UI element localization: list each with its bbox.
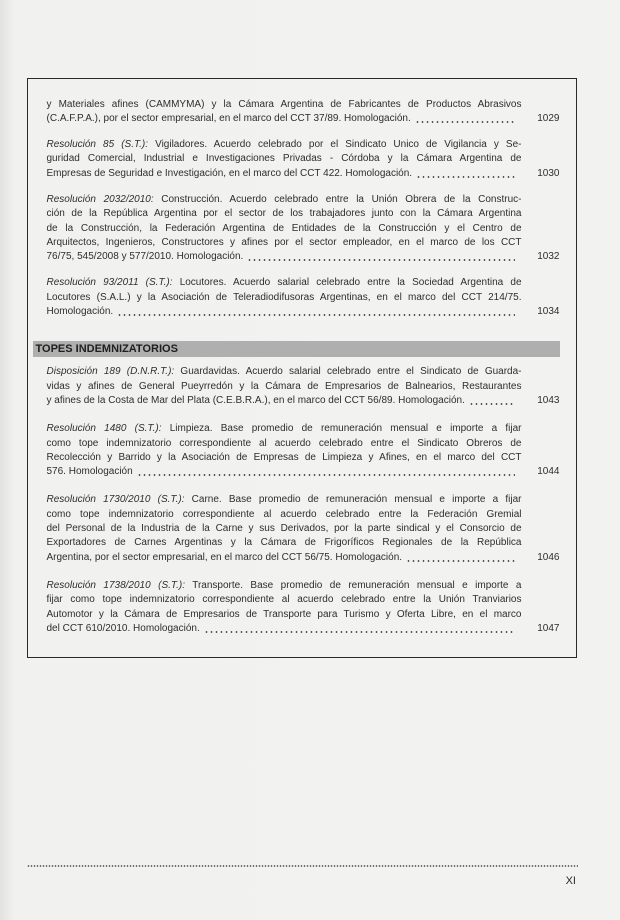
- entry-line-content: [47, 494, 522, 505]
- entry-text-line: [47, 394, 522, 408]
- entry-text-line: [47, 622, 522, 636]
- entry-text-line: [47, 152, 522, 166]
- entry-text: Arquitectos, Ingenieros, Constructores y afines por el sector empleador, en el marco de los CCT: [46, 236, 522, 248]
- entry-text: Homologación.: [46, 306, 114, 318]
- footer-dotted-rule: [27, 865, 578, 867]
- entry-line-content: [47, 438, 522, 449]
- entry-line-content: [47, 622, 200, 636]
- entry-text: Carne. Base promedio de remuneración mensual e importe a fijar: [191, 494, 522, 506]
- entry-reference: Resolución 1730/2010 (S.T.):: [46, 494, 185, 506]
- index-section: [35, 341, 560, 636]
- entry-line-content: [47, 277, 522, 288]
- index-entry: [47, 138, 560, 181]
- entry-text-line: [47, 365, 522, 379]
- entry-text-line: [47, 305, 522, 319]
- entry-text-line: [47, 493, 522, 507]
- entry-page-number: 1043: [537, 394, 560, 406]
- entry-text: Exportadores de Carnes Argentinas y la Cámara de Frigoríficos Regionales de la República: [46, 537, 522, 549]
- index-entry: [47, 98, 560, 127]
- section-heading: TOPES INDEMNIZATORIOS: [33, 341, 560, 357]
- entry-text-line: [47, 579, 522, 593]
- entry-page-number: 1046: [537, 551, 560, 563]
- entry-line-content: [47, 167, 413, 181]
- entry-text: Recolección y Barrido y la Asociación de Empresas de Limpieza y Afines, en el marco del CCT: [46, 451, 522, 463]
- entry-page-number: 1047: [537, 622, 560, 634]
- entry-line-content: [47, 465, 133, 479]
- entry-line-content: [47, 153, 522, 164]
- entry-line-content: [47, 509, 522, 520]
- entry-text: guridad Comercial, Industrial e Investigaciones Privadas - Córdoba y la Cámara Argentina de: [46, 153, 522, 165]
- entry-line-content: [47, 237, 522, 248]
- entry-text: Locutores (S.A.L.) y la Asociación de Teleradiodifusoras Argentinas, en el marco del CCT 214/75.: [46, 291, 522, 303]
- entry-text: (C.A.F.P.A.), por el sector empresarial, en el marco del CCT 37/89. Homologación.: [46, 112, 411, 124]
- entry-page-number: 1044: [537, 466, 560, 478]
- entry-text: y Materiales afines (CAMMYMA) y la Cámara Argentina de Fabricantes de Productos Abrasivos: [46, 98, 522, 110]
- dot-leader: [415, 167, 514, 181]
- entry-text: como tope indemnizatorio correspondiente al acuerdo celebrado entre la Federación Gremial: [46, 508, 522, 520]
- index-entry: [47, 365, 560, 408]
- entry-line-content: [47, 208, 522, 219]
- entry-text-line: [47, 608, 522, 622]
- entry-text: Empresas de Seguridad e Investigación, en el marco del CCT 422. Homologación.: [46, 167, 413, 179]
- entry-text: Guardavidas. Acuerdo salarial celebrado entre el Sindicato de Guarda-: [180, 366, 522, 378]
- entry-page-number: 1032: [537, 251, 560, 263]
- entry-text: Locutores. Acuerdo salarial celebrado entre la Sociedad Argentina de: [179, 277, 522, 289]
- dot-leader: [468, 394, 515, 408]
- index-entry: [47, 422, 560, 479]
- index-entry: [47, 579, 560, 636]
- entry-page-number: 1030: [537, 167, 560, 179]
- entry-text-line: [47, 451, 522, 465]
- entry-text-line: [47, 193, 522, 207]
- entry-text-line: [47, 536, 522, 550]
- entry-text: vidas y afines de General Pueyrredón y la Cámara de Empresarios de Balnearios, Restaurantes: [46, 380, 522, 392]
- entry-reference: Resolución 2032/2010:: [46, 193, 154, 205]
- entry-text-line: [47, 138, 522, 152]
- entry-line-content: [47, 223, 522, 234]
- entry-text: como tope indemnizatorio correspondiente al acuerdo celebrado entre el Sindicato Obreros de: [46, 437, 522, 449]
- entry-text: Vigiladores. Acuerdo celebrado por el Sindicato Unico de Vigilancia y Se-: [155, 139, 522, 151]
- entry-page-number: 1034: [537, 306, 560, 318]
- entry-line-content: [47, 423, 522, 434]
- entry-text-line: [47, 207, 522, 221]
- entry-text-line: [47, 551, 522, 565]
- entry-text-line: [47, 422, 522, 436]
- entry-text-line: [47, 508, 522, 522]
- entry-line-content: [47, 394, 465, 408]
- entry-text: del CCT 610/2010. Homologación.: [46, 622, 200, 634]
- entry-text-line: [47, 167, 522, 181]
- entry-line-content: [47, 305, 114, 319]
- entry-line-content: [47, 112, 411, 126]
- entry-text-line: [47, 522, 522, 536]
- entry-text: ción de la República Argentina por el sector de los trabajadores junto con la Cámara Argentina: [46, 208, 522, 220]
- entry-line-content: [47, 381, 522, 392]
- entry-text: Limpieza. Base promedio de remuneración mensual e importe a fijar: [169, 423, 522, 435]
- entry-text: Automotor y la Cámara de Empresarios de Transporte para Turismo y Oferta Libre, en el marco: [46, 608, 522, 620]
- entry-text-line: [47, 465, 522, 479]
- entry-line-content: [47, 99, 522, 110]
- entry-line-content: [47, 523, 522, 534]
- entry-reference: Resolución 85 (S.T.):: [46, 139, 149, 151]
- entry-line-content: [47, 580, 522, 591]
- entry-line-content: [47, 250, 244, 264]
- entry-text: Argentina, por el sector empresarial, en el marco del CCT 56/75. Homologación.: [46, 551, 403, 563]
- entry-text-line: [47, 236, 522, 250]
- index-content: [35, 98, 560, 637]
- index-entry: [47, 193, 560, 264]
- dot-leader: [136, 465, 515, 479]
- entry-line-content: [47, 452, 522, 463]
- entry-text-line: [47, 593, 522, 607]
- entry-text: Transporte. Base promedio de remuneración mensual e importe a: [192, 579, 522, 591]
- entry-line-content: [47, 194, 522, 205]
- dot-leader: [116, 305, 514, 319]
- entry-page-number: 1029: [537, 112, 560, 124]
- entry-text: 576. Homologación: [46, 466, 133, 478]
- entry-reference: Disposición 189 (D.N.R.T.):: [46, 366, 175, 378]
- entry-line-content: [47, 139, 522, 150]
- entry-line-content: [47, 594, 522, 605]
- entry-text: y afines de la Costa de Mar del Plata (C.E.B.R.A.), en el marco del CCT 56/89. Homologación.: [46, 394, 465, 406]
- index-section: [47, 98, 560, 320]
- entry-text: fijar como tope indemnizatorio correspondiente al acuerdo celebrado entre la Unión Tranviarios: [46, 594, 522, 606]
- entry-text-line: [47, 250, 522, 264]
- entry-text-line: [47, 222, 522, 236]
- entry-line-content: [47, 551, 403, 565]
- index-entry: [47, 276, 560, 319]
- entry-line-content: [47, 537, 522, 548]
- entry-reference: Resolución 1738/2010 (S.T.):: [46, 579, 185, 591]
- entry-line-content: [47, 366, 522, 377]
- index-box: [27, 78, 577, 658]
- entry-reference: Resolución 93/2011 (S.T.):: [46, 277, 173, 289]
- entry-text-line: [47, 98, 522, 112]
- entry-text-line: [47, 437, 522, 451]
- dot-leader: [414, 112, 515, 126]
- index-entry: [47, 493, 560, 564]
- dot-leader: [246, 250, 514, 264]
- entry-text: del Personal de la Industria de la Carne y sus Derivados, por la parte sindical y el Consorcio de: [46, 523, 522, 535]
- entry-reference: Resolución 1480 (S.T.):: [46, 423, 162, 435]
- page-folio: XI: [565, 875, 576, 887]
- entry-text-line: [47, 380, 522, 394]
- entry-text: Construcción. Acuerdo celebrado entre la Unión Obrera de la Construc-: [161, 193, 522, 205]
- entry-line-content: [47, 292, 522, 303]
- entry-text-line: [47, 276, 522, 290]
- entry-text-line: [47, 112, 522, 126]
- entry-text: de la Construcción, la Federación Argentina de Entidades de la Construcción y el Centro de: [46, 222, 522, 234]
- entry-text: 76/75, 545/2008 y 577/2010. Homologación.: [46, 251, 244, 263]
- dot-leader: [405, 551, 514, 565]
- entry-line-content: [47, 609, 522, 620]
- dot-leader: [203, 622, 515, 636]
- entry-text-line: [47, 291, 522, 305]
